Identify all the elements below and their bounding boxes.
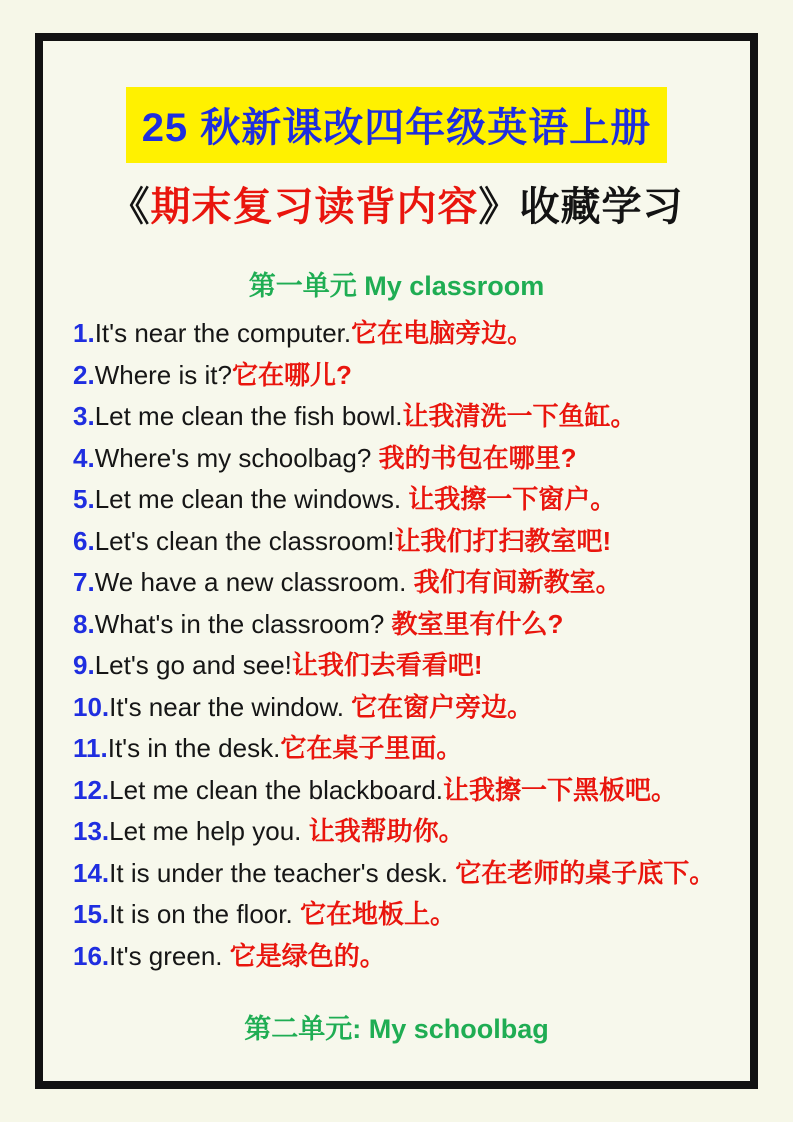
- item-number: 5.: [73, 484, 95, 514]
- subtitle-bracket-close: 》: [478, 185, 520, 229]
- item-chinese: 它在桌子里面。: [280, 733, 463, 763]
- page-frame: [35, 33, 758, 1089]
- item-number: 11.: [73, 733, 108, 763]
- item-number: 2.: [73, 359, 95, 390]
- item-number: 4.: [73, 442, 95, 473]
- item-english: Let's go and see!: [94, 650, 292, 680]
- list-item: [73, 521, 720, 563]
- item-english: We have a new classroom.: [94, 567, 407, 597]
- list-item: [73, 313, 720, 355]
- item-number: 13.: [73, 816, 110, 846]
- item-number: 6.: [73, 525, 95, 556]
- list-item: [73, 687, 720, 729]
- item-english: It's green.: [109, 940, 223, 971]
- item-chinese: 让我擦一下窗户。: [401, 484, 617, 514]
- item-english: It's in the desk.: [107, 733, 281, 763]
- item-english: Where is it?: [94, 359, 232, 390]
- list-item: [73, 811, 720, 853]
- item-english: What's in the classroom?: [94, 608, 385, 639]
- subtitle-suffix: 收藏学习: [519, 185, 684, 229]
- item-english: It's near the window.: [109, 691, 344, 722]
- item-chinese: 它在哪儿?: [231, 359, 352, 390]
- item-chinese: 它在窗户旁边。: [343, 691, 534, 722]
- subtitle-highlight-text: 期末复习读背内容: [150, 185, 479, 229]
- list-item: [73, 894, 720, 936]
- item-number: 10.: [73, 691, 110, 722]
- section-header-unit2: 第二单元: My schoolbag: [244, 1014, 549, 1044]
- item-chinese: 它是绿色的。: [222, 940, 386, 971]
- item-number: 9.: [73, 650, 95, 680]
- list-item: [73, 396, 720, 438]
- item-list: [73, 313, 720, 977]
- item-chinese: 让我擦一下黑板吧。: [443, 774, 678, 805]
- item-number: 7.: [73, 567, 95, 597]
- item-chinese: 它在老师的桌子底下。: [447, 857, 716, 888]
- list-item: [73, 770, 720, 812]
- item-chinese: 让我们去看看吧!: [291, 650, 483, 680]
- item-chinese: 让我帮助你。: [301, 816, 465, 846]
- item-chinese: 我们有间新教室。: [406, 567, 622, 597]
- item-english: Where's my schoolbag?: [94, 442, 372, 473]
- page-subtitle: [73, 175, 720, 232]
- item-english: Let's clean the classroom!: [94, 525, 395, 556]
- item-number: 3.: [73, 401, 95, 431]
- item-english: Let me clean the fish bowl.: [94, 401, 403, 431]
- item-chinese: 它在地板上。: [292, 899, 456, 929]
- title-row: [73, 87, 720, 163]
- list-item: [73, 604, 720, 646]
- list-item: [73, 853, 720, 895]
- list-item: [73, 562, 720, 604]
- item-english: Let me clean the windows.: [94, 484, 402, 514]
- item-number: 8.: [73, 608, 95, 639]
- item-chinese: 让我们打扫教室吧!: [394, 525, 612, 556]
- list-item: [73, 438, 720, 480]
- item-english: It is under the teacher's desk.: [109, 857, 448, 888]
- item-english: It is on the floor.: [109, 899, 293, 929]
- list-item: [73, 728, 720, 770]
- item-number: 15.: [73, 899, 110, 929]
- item-chinese: 它在电脑旁边。: [351, 318, 534, 348]
- item-number: 12.: [73, 774, 110, 805]
- item-chinese: 我的书包在哪里?: [371, 442, 577, 473]
- list-item: [73, 936, 720, 978]
- item-chinese: 教室里有什么?: [384, 608, 564, 639]
- list-item: [73, 479, 720, 521]
- list-item: [73, 355, 720, 397]
- item-english: It's near the computer.: [94, 318, 352, 348]
- item-english: Let me clean the blackboard.: [109, 774, 444, 805]
- item-number: 1.: [73, 318, 95, 348]
- list-item: [73, 645, 720, 687]
- item-chinese: 让我清洗一下鱼缸。: [402, 401, 637, 431]
- item-number: 14.: [73, 857, 110, 888]
- page-content: [43, 87, 750, 1046]
- page-title: 25 秋新课改四年级英语上册: [126, 87, 668, 163]
- item-number: 16.: [73, 940, 110, 971]
- subtitle-bracket-open: 《: [109, 185, 151, 229]
- item-english: Let me help you.: [109, 816, 302, 846]
- section-header-unit1: 第一单元 My classroom: [248, 271, 545, 301]
